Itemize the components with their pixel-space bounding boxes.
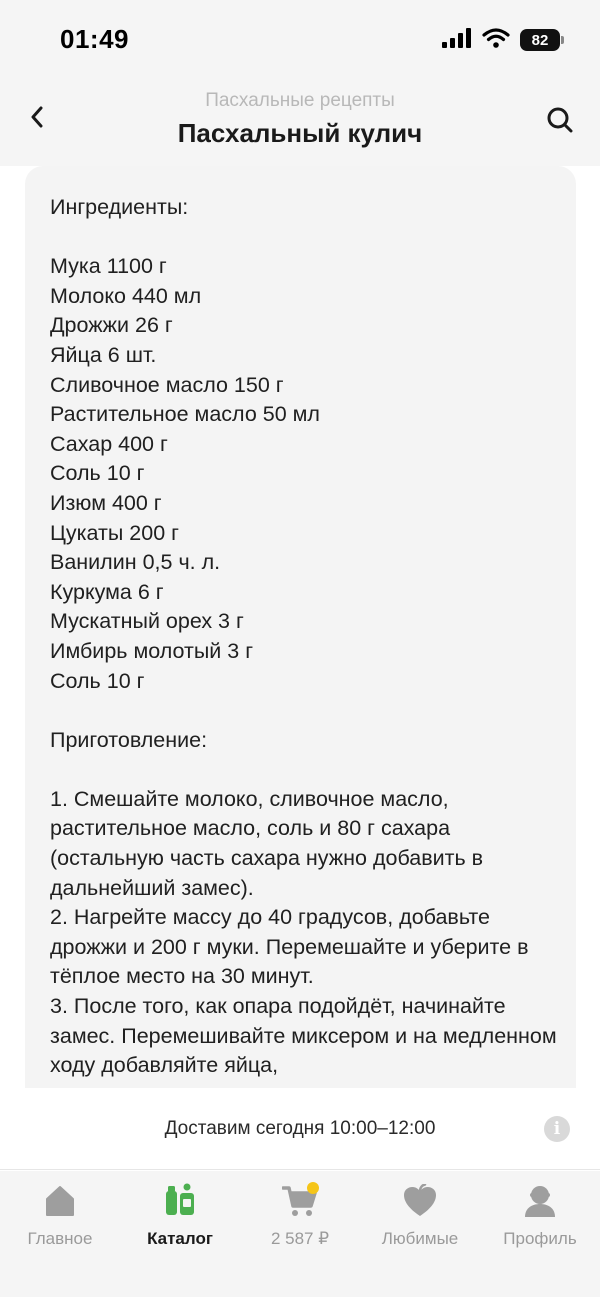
tab-label-cart-total: 2 587 ₽ <box>270 1229 330 1248</box>
ingredient-item: Сливочное масло 150 г <box>50 372 284 397</box>
ingredient-item: Цукаты 200 г <box>50 520 179 545</box>
page-title: Пасхальный кулич <box>177 118 423 148</box>
battery-indicator: 82 <box>520 29 560 51</box>
tab-catalog[interactable] <box>120 1181 240 1261</box>
delivery-time-text: Доставим сегодня 10:00–12:00 <box>164 1118 436 1139</box>
profile-icon <box>520 1181 560 1221</box>
ingredient-item: Сахар 400 г <box>50 431 168 456</box>
ingredient-item: Мука 1100 г <box>50 254 167 279</box>
tab-label: Каталог <box>147 1229 213 1248</box>
status-icons <box>442 28 560 52</box>
preparation-step: 3. После того, как опара подойдёт, начинайте замес. Перемешивайте миксером и на медленном ходу добавляйте яйца, <box>50 994 557 1078</box>
tab-label: Профиль <box>503 1229 577 1248</box>
tab-label: Любимые <box>381 1229 459 1248</box>
ingredient-item: Яйца 6 шт. <box>50 342 157 367</box>
tab-profile[interactable] <box>480 1181 600 1261</box>
ingredients-heading: Ингредиенты: <box>50 195 189 219</box>
ingredient-item: Молоко 440 мл <box>50 283 202 308</box>
ingredient-item: Ванилин 0,5 ч. л. <box>50 550 221 575</box>
catalog-icon <box>160 1181 200 1221</box>
ingredient-item: Дрожжи 26 г <box>50 313 173 338</box>
cart-icon <box>280 1181 320 1221</box>
recipe-text <box>50 193 560 1081</box>
ingredient-item: Соль 10 г <box>50 668 145 693</box>
breadcrumb-category[interactable]: Пасхальные рецепты <box>205 90 395 111</box>
preparation-heading: Приготовление: <box>50 727 208 752</box>
ingredient-item: Имбирь молотый 3 г <box>50 638 254 663</box>
preparation-step: 2. Нагрейте массу до 40 градусов, добавьте дрожжи и 200 г муки. Перемешайте и уберите в тёплое место на 30 минут. <box>50 905 529 989</box>
tab-home[interactable] <box>0 1181 120 1261</box>
ingredient-item: Растительное масло 50 мл <box>50 402 320 427</box>
tab-favorites[interactable] <box>360 1181 480 1261</box>
ingredient-item: Мускатный орех 3 г <box>50 609 244 634</box>
cellular-signal-icon <box>442 28 472 53</box>
status-bar <box>0 0 600 80</box>
tab-cart[interactable] <box>240 1181 360 1261</box>
heart-apple-icon <box>400 1181 440 1221</box>
search-button[interactable] <box>544 104 576 136</box>
tab-label: Главное <box>27 1229 93 1248</box>
cart-badge-dot <box>307 1182 319 1194</box>
ingredient-item: Соль 10 г <box>50 461 145 486</box>
info-icon[interactable]: i <box>544 1116 570 1142</box>
tab-bar <box>0 1171 600 1297</box>
delivery-bar[interactable] <box>0 1088 600 1170</box>
ingredient-item: Куркума 6 г <box>50 579 164 604</box>
search-icon <box>546 106 574 134</box>
status-time: 01:49 <box>60 24 129 54</box>
recipe-card[interactable] <box>25 166 576 1088</box>
ingredient-item: Изюм 400 г <box>50 490 162 515</box>
preparation-step: 1. Смешайте молоко, сливочное масло, растительное масло, соль и 80 г сахара (остальную часть сахара нужно добавить в дальнейший замес). <box>50 786 484 900</box>
home-icon <box>40 1181 80 1221</box>
header <box>0 80 600 166</box>
wifi-icon <box>482 28 510 53</box>
